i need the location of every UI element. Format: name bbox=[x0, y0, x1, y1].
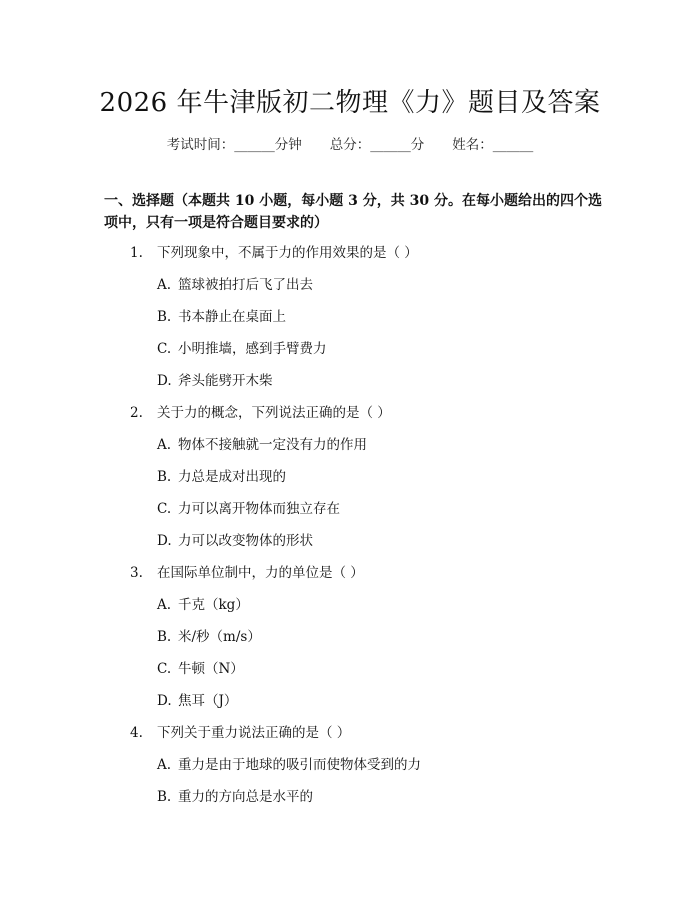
question-text: 下列关于重力说法正确的是（ ） bbox=[157, 725, 351, 741]
question-number: 2. bbox=[130, 405, 143, 421]
option-text: 书本静止在桌面上 bbox=[178, 309, 286, 325]
option-letter: B. bbox=[157, 789, 172, 805]
question-text: 关于力的概念，下列说法正确的是（ ） bbox=[157, 405, 391, 421]
option-letter: A. bbox=[157, 757, 172, 773]
option-text: 牛顿（N） bbox=[178, 661, 244, 677]
section-heading: 一、选择题（本题共 10 小题，每小题 3 分，共 30 分。在每小题给出的四个选项中，只有一项是符合题目要求的） bbox=[104, 193, 602, 231]
exam-time-field: 考试时间：______分钟 bbox=[166, 137, 302, 153]
option-text: 焦耳（J） bbox=[178, 693, 238, 709]
option-letter: D. bbox=[157, 533, 172, 549]
option-letter: A. bbox=[157, 597, 172, 613]
question-number: 4. bbox=[130, 725, 143, 741]
option-letter: C. bbox=[157, 661, 172, 677]
option-letter: B. bbox=[157, 309, 172, 325]
option-text: 斧头能劈开木柴 bbox=[178, 373, 273, 389]
question-text: 下列现象中，不属于力的作用效果的是（ ） bbox=[157, 245, 418, 261]
exam-title: 2026 年牛津版初二物理《力》题目及答案 bbox=[99, 88, 601, 118]
option-letter: D. bbox=[157, 693, 172, 709]
option-text: 力可以改变物体的形状 bbox=[178, 533, 313, 549]
question-number: 3. bbox=[130, 565, 143, 581]
option-letter: B. bbox=[157, 629, 172, 645]
question-number: 1. bbox=[130, 245, 143, 261]
option-letter: C. bbox=[157, 341, 172, 357]
option-letter: D. bbox=[157, 373, 172, 389]
option-text: 千克（kg） bbox=[178, 597, 249, 613]
option-text: 米/秒（m/s） bbox=[178, 629, 261, 645]
total-score-field: 总分：______分 bbox=[329, 137, 425, 153]
option-letter: C. bbox=[157, 501, 172, 517]
option-letter: B. bbox=[157, 469, 172, 485]
option-text: 力可以离开物体而独立存在 bbox=[178, 501, 340, 517]
option-text: 重力的方向总是水平的 bbox=[178, 789, 313, 805]
option-text: 力总是成对出现的 bbox=[178, 469, 286, 485]
option-text: 小明推墙，感到手臂费力 bbox=[178, 341, 327, 357]
question-text: 在国际单位制中，力的单位是（ ） bbox=[157, 565, 364, 581]
option-text: 物体不接触就一定没有力的作用 bbox=[178, 437, 367, 453]
option-text: 重力是由于地球的吸引而使物体受到的力 bbox=[178, 757, 421, 773]
exam-meta-line bbox=[0, 133, 700, 153]
student-name-field: 姓名：______ bbox=[452, 137, 534, 153]
option-text: 篮球被拍打后飞了出去 bbox=[178, 277, 313, 293]
option-letter: A. bbox=[157, 437, 172, 453]
option-letter: A. bbox=[157, 277, 172, 293]
